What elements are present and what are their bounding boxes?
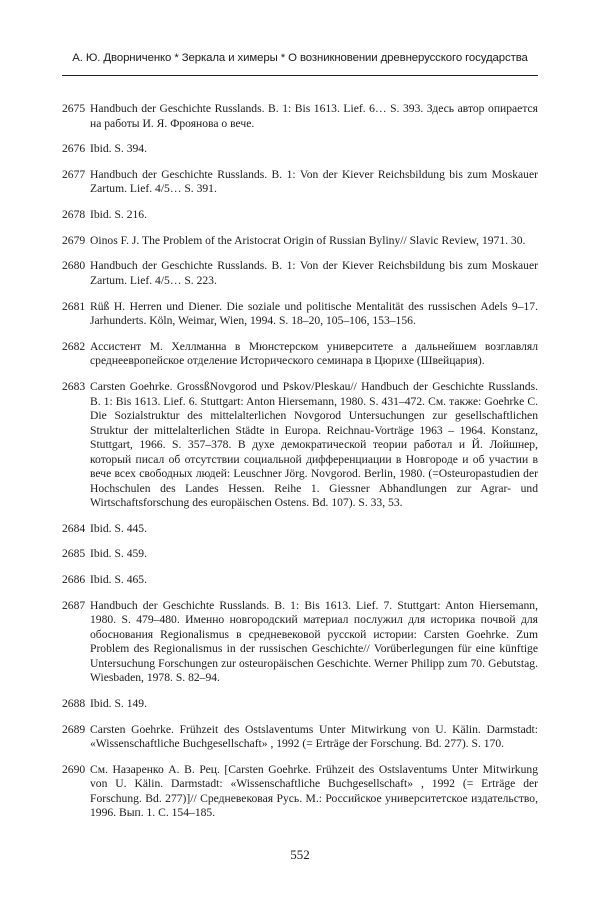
- footnote: [62, 723, 538, 752]
- footnote-number: 2676: [62, 142, 86, 156]
- footnote-text: Oinos F. J. The Problem of the Aristocrat Origin of Russian Byliny// Slavic Review, 1971. 30.: [90, 233, 526, 247]
- footnote: [62, 547, 538, 562]
- footnote-text: Ассистент М. Хеллманна в Мюнстерском университете а дальнейшем возглавлял среднеевропейское отделение Исторического семинара в Цюрихе (Швейцария).: [90, 339, 538, 368]
- footnote: [62, 380, 538, 511]
- footnote-text: Handbuch der Geschichte Russlands. B. 1: Bis 1613. Lief. 7. Stuttgart: Anton Hiersemann, 1980. S. 479–480. Именно новгородский материал послужил для историка почвой для обоснования Regionalismus в средневековой русской истории: Carsten Goehrke. Zum Problem des Regionalismus in der russischen Geschichte// Vorüberlegungen für eine künftige Untersuchung Forschungen zur osteuropäischen Geschichte. Werner Philipp zum 70. Gebutstag. Wiesbaden, 1978. S. 82–94.: [90, 598, 538, 685]
- footnotes-list: [62, 102, 538, 832]
- footnote-number: 2687: [62, 598, 86, 612]
- footnote-number: 2681: [62, 299, 86, 313]
- footnote-text: Carsten Goehrke. GrossßNovgorod und Pskov/Pleskau// Handbuch der Geschichte Russlands. B. 1: Bis 1613. Lief. 6. Stuttgart: Anton Hiersemann, 1980. S. 431–472. См. также: Goehrke C. Die Sozialstruktur des mittelalterlichen Novgorod Untersuchungen zur gesellschaftlichen Struktur der mittelalterlichen Städte in Europa. Reichnau-Vorträge 1963 – 1964. Konstanz, Stuttgart, 1966. S. 357–378. В духе демократической теории работал и Й. Лойшнер, который писал об отсутствии социальной дифференциации в Новгороде и об участии в вече всех свободных людей: Leuschner Jörg. Novgorod. Berlin, 1980. (=Osteuropastudien der Hochschulen des Landes Hessen. Reihe 1. Giessner Abhandlungen zur Agrar- und Wirtschaftsforschung des europäischen Ostens. Bd. 107). S. 33, 53.: [90, 380, 538, 509]
- footnote-number: 2690: [62, 762, 86, 776]
- footnote: [62, 168, 538, 197]
- footnote-text: Handbuch der Geschichte Russlands. B. 1: Von der Kiever Reichsbildung bis zum Moskauer Zartum. Lief. 4/5… S. 223.: [90, 259, 538, 287]
- footnote: [62, 763, 538, 821]
- footnote-number: 2686: [62, 573, 86, 587]
- footnote: [62, 102, 538, 131]
- footnote-number: 2684: [62, 521, 86, 535]
- footnote: [62, 340, 538, 369]
- footnote-number: 2677: [62, 167, 86, 181]
- footnote-text: Carsten Goehrke. Frühzeit des Ostslaventums Unter Mitwirkung von U. Kälin. Darmstadt: «Wissenschaftliche Buchgesellschaft» , 1992 (= Erträge der Forschung. Bd. 277). S. 170.: [90, 722, 538, 751]
- footnote: [62, 573, 538, 588]
- footnote: [62, 142, 538, 157]
- footnote-text: Ibid. S. 445.: [90, 521, 148, 535]
- footnote: [62, 599, 538, 686]
- footnote-text: Handbuch der Geschichte Russlands. B. 1: Bis 1613. Lief. 6… S. 393. Здесь автор опирается на работы И. Я. Фроянова о вече.: [90, 102, 538, 130]
- footnote-number: 2683: [62, 380, 86, 393]
- footnote-number: 2685: [62, 547, 86, 561]
- footnote: [62, 259, 538, 288]
- footnote: [62, 208, 538, 223]
- footnote-number: 2688: [62, 696, 86, 710]
- footnote-text: Ibid. S. 149.: [90, 696, 148, 710]
- footnote-text: Handbuch der Geschichte Russlands. B. 1: Von der Kiever Reichsbildung bis zum Moskauer Zartum. Lief. 4/5… S. 391.: [90, 167, 538, 196]
- footnote-text: Ibid. S. 465.: [90, 573, 148, 587]
- footnote: [62, 522, 538, 537]
- page-number: 552: [290, 847, 310, 862]
- footnote-number: 2682: [62, 339, 86, 353]
- footnote: [62, 300, 538, 329]
- footnote-text: Ibid. S. 394.: [90, 142, 148, 156]
- footnote-number: 2675: [62, 102, 86, 115]
- footnote-text: См. Назаренко А. В. Рец. [Carsten Goehrke. Frühzeit des Ostslaventums Unter Mitwirkung von U. Kälin. Darmstadt: «Wissenschaftliche Buchgesellschaft» , 1992 (= Erträge der Forschung. Bd. 277)]// Средневековая Русь. М.: Российское университетское издательство, 1996. Вып. 1. С. 154–185.: [90, 762, 538, 820]
- footnote: [62, 697, 538, 712]
- footnote-number: 2679: [62, 233, 86, 247]
- footnote-text: Rüß H. Herren und Diener. Die soziale und politische Mentalität des russischen Adels 9–17. Jarhunderts. Köln, Weimar, Wien, 1994. S. 18–20, 105–106, 153–156.: [90, 299, 538, 328]
- footnote-number: 2680: [62, 259, 86, 273]
- running-head: А. Ю. Дворниченко * Зеркала и химеры * О возникновении древнерусского государства: [72, 52, 528, 64]
- footnote-text: Ibid. S. 216.: [90, 208, 148, 222]
- header-rule: [62, 75, 538, 76]
- footnote-number: 2678: [62, 208, 86, 222]
- footnote-text: Ibid. S. 459.: [90, 547, 148, 561]
- footnote-number: 2689: [62, 722, 86, 736]
- footnote: [62, 234, 538, 249]
